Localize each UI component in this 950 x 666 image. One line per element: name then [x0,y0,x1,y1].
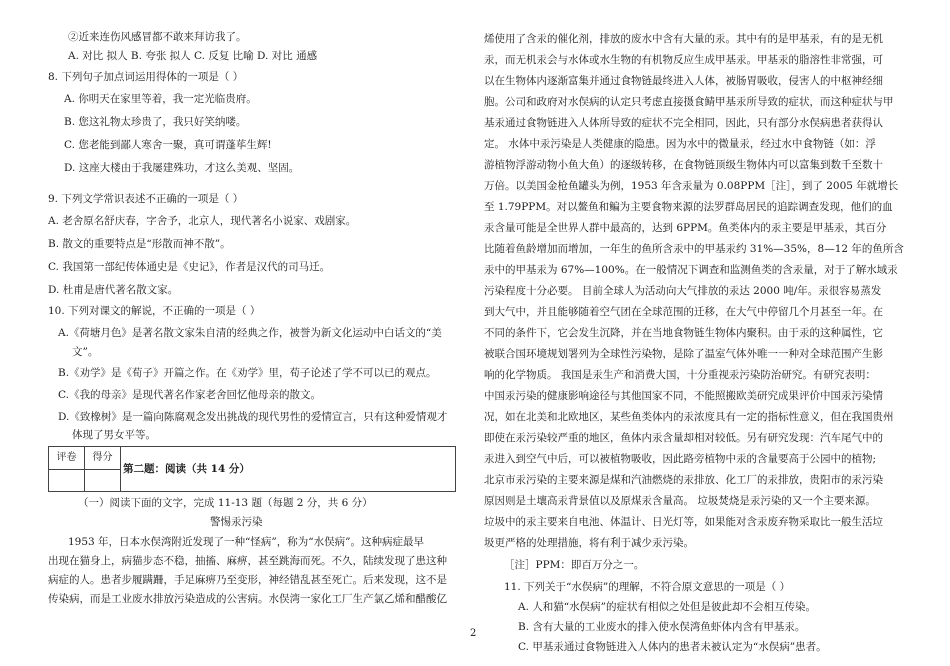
left-text-line: 警惕汞污染 [210,516,263,528]
right-text-line: 胞。公司和政府对水俣病的认定只考虑直接摄食鲭甲基汞所导致的症状，而这种症状与甲 [484,96,894,108]
right-text-line: 况，如在北美和北欧地区，某些鱼类体内的汞浓度具有一定的指标性意义，但在我国贵州 [484,411,894,423]
right-text-line: 11. 下列关于“水俣病”的理解，不符合原文意思的一项是（ ） [504,581,791,593]
right-text-line: 汞，而无机汞会与水体或水生物的有机物反应生成甲基汞。甲基汞的脂溶性非常强，可 [484,54,883,66]
left-text-line: B. 散文的重要特点是“形散而神不散”。 [48,238,231,250]
right-text-line: 游植物浮游动物小鱼大鱼）的逐级转移，在食物链顶级生物体内可以富集到数千至数十 [484,159,883,171]
right-text-line: 北京市汞污染的主要来源是煤和汽油燃烧的汞排放、化工厂的汞排放，贵阳市的汞污染 [484,474,883,486]
right-text-line: 比随着鱼龄增加而增加，一年生的鱼所含汞中的甲基汞约 31%—35%，8—12 年的鱼所含 [484,243,904,255]
right-text-line: 中国汞污染的健康影响途径与其他国家不同，不能照搬欧美研究成果评价中国汞污染情 [484,390,883,402]
score-header-reviewer: 评卷 [49,447,85,470]
right-text-line: 汞中的甲基汞为 67%—100%。在一般情况下调查和监测鱼类的含汞量，对于了解水域汞 [484,264,898,276]
right-text-line: 垃圾中的汞主要来自电池、体温计、日光灯等，如果能对含汞废弃物采取比一般生活垃 [484,516,883,528]
right-text-line: 不同的条件下，它会发生沉降，并在当地食物链生物体内聚积。由于汞的这种属性，它 [484,327,883,339]
left-text-line: 9. 下列文学常识表述不正确的一项是（ ） [48,193,244,205]
left-text-line: D. 这座大楼由于我屡建殊功，才这么美观、坚固。 [64,162,300,174]
left-text-line: ②近来连伤风感冒都不敢来拜访我了。 [68,31,247,43]
right-text-line: 汞进入到空气中后，可以被植物吸收，因此路旁植物中汞的含量要高于公园中的植物; [484,453,877,465]
right-text-line: 以在生物体内逐渐富集并通过食物链最终进入人体，被肠胃吸收，侵害人的中枢神经细 [484,75,883,87]
left-text-line: 出现在猫身上，病猫步态不稳，抽搐、麻痹，甚至跳海而死。不久，陆续发现了患这种 [48,555,447,567]
right-text-line: 至 1.79PPM。对以鳌鱼和鳊为主要食物来源的法罗群岛居民的追踪调查发现，他们的血 [484,201,893,213]
left-text-line: （一）阅读下面的文字，完成 11-13 题（每题 2 分，共 6 分） [78,497,373,509]
right-text-line: B. 含有大量的工业废水的排入使水俣湾鱼虾体内含有甲基汞。 [518,621,806,633]
left-text-line: 8. 下列句子加点词运用得体的一项是（ ） [48,71,244,83]
right-text-line: 原因则是土壤高汞背景值以及原煤汞含量高。 垃圾焚烧是汞污染的又一个主要来源。 [484,495,876,507]
score-cell-points [85,469,121,491]
left-text-line: C. 我国第一部纪传体通史是《史记》，作者是汉代的司马迁。 [48,261,331,273]
score-table [48,446,456,492]
left-text-line: D. 杜甫是唐代著名散文家。 [48,284,179,296]
score-header-points: 得分 [85,447,121,470]
section-title: 第二题：阅读（共 14 分） [123,463,250,475]
left-text-line: A. 你明天在家里等着，我一定光临贵府。 [64,93,257,105]
left-text-line: A.《荷塘月色》是著名散文家朱自清的经典之作，被誉为新文化运动中白话文的“美 [58,327,442,339]
page-number: 2 [470,628,477,639]
right-text-line: 万倍。以美国金枪鱼罐头为例，1953 年含汞量为 0.08PPM［注］，到了 2005 年就增长 [484,180,899,192]
right-text-line: 圾更严格的处理措施，将有利于减少汞污染。 [484,537,694,549]
right-text-line: 到大气中，并且能够随着空气团在全球范围的迁移，在大气中停留几个月甚至一年。在 [484,306,883,318]
left-text-line: 1953 年，日本水俣湾附近发现了一种“怪病”，称为“水俣病”。这种病症最早 [68,536,425,548]
right-text-line: 定。 水体中汞污染是人类健康的隐患。因为水中的微量汞，经过水中食物链（如：浮 [484,138,876,150]
left-text-line: B. 您这礼物太珍贵了，我只好笑纳喽。 [64,116,247,128]
right-text-line: A. 人和猫“水俣病”的症状有相似之处但是彼此却不会相互传染。 [518,601,816,613]
left-text-line: D.《致橡树》是一篇向陈腐观念发出挑战的现代男性的爱情宣言，只有这种爱情观才 [58,411,448,423]
left-text-line: A. 老舍原名舒庆春，字舍予，北京人，现代著名小说家、戏剧家。 [48,215,357,227]
right-text-line: 污染程度十分必要。 目前全球人为活动向大气排放的汞达 2000 吨/年。汞很容易蒸发 [484,285,882,297]
left-text-line: 体现了男女平等。 [72,429,156,441]
right-text-line: 汞含量可能是全世界人群中最高的，达到 6PPM。鱼类体内的汞主要是甲基汞，其百分 [484,222,887,234]
left-text-line: 文”。 [72,346,99,358]
left-text-line: C. 您老能到鄙人寒舍一聚，真可谓蓬荜生辉! [64,139,272,151]
score-cell-reviewer [49,469,85,491]
right-text-line: 即使在汞污染较严重的地区，鱼体内汞含量却相对较低。另有研究发现：汽车尾气中的 [484,432,883,444]
left-text-line: C.《我的母亲》是现代著名作家老舍回忆他母亲的散文。 [58,389,321,401]
left-text-line: 病症的人。患者步履蹒跚，手足麻痹乃至变形，神经错乱甚至死亡。后来发现，这不是 [48,574,447,586]
right-text-line: 响的化学物质。 我国是汞生产和消费大国，十分重视汞污染防治研究。有研究表明： [484,369,876,381]
left-text-line: B.《劝学》是《荀子》开篇之作。在《劝学》里，荀子论述了学不可以已的观点。 [58,367,437,379]
right-text-line: 被联合国环境规划署列为全球性污染物，是除了温室气体外唯一一种对全球范围产生影 [484,348,883,360]
left-text-line: 传染病，而是工业废水排放污染造成的公害病。水俣湾一家化工厂生产氯乙烯和醋酸亿 [48,593,447,605]
left-text-line: A. 对比 拟人 B. 夸张 拟人 C. 反复 比喻 D. 对比 通感 [68,50,318,62]
right-text-line: 烯使用了含汞的催化剂，排放的废水中含有大量的汞。其中有的是甲基汞，有的是无机 [484,33,883,45]
left-text-line: 10. 下列对课文的解说，不正确的一项是（ ） [48,305,261,317]
right-text-line: 基汞通过食物链进入人体所导致的症状不完全相同，因此，只有部分水俣病患者获得认 [484,117,883,129]
right-text-line: ［注］PPM：即百万分之一。 [504,559,645,571]
right-text-line: C. 甲基汞通过食物链进入人体内的患者未被认定为“水俣病”患者。 [518,641,827,653]
